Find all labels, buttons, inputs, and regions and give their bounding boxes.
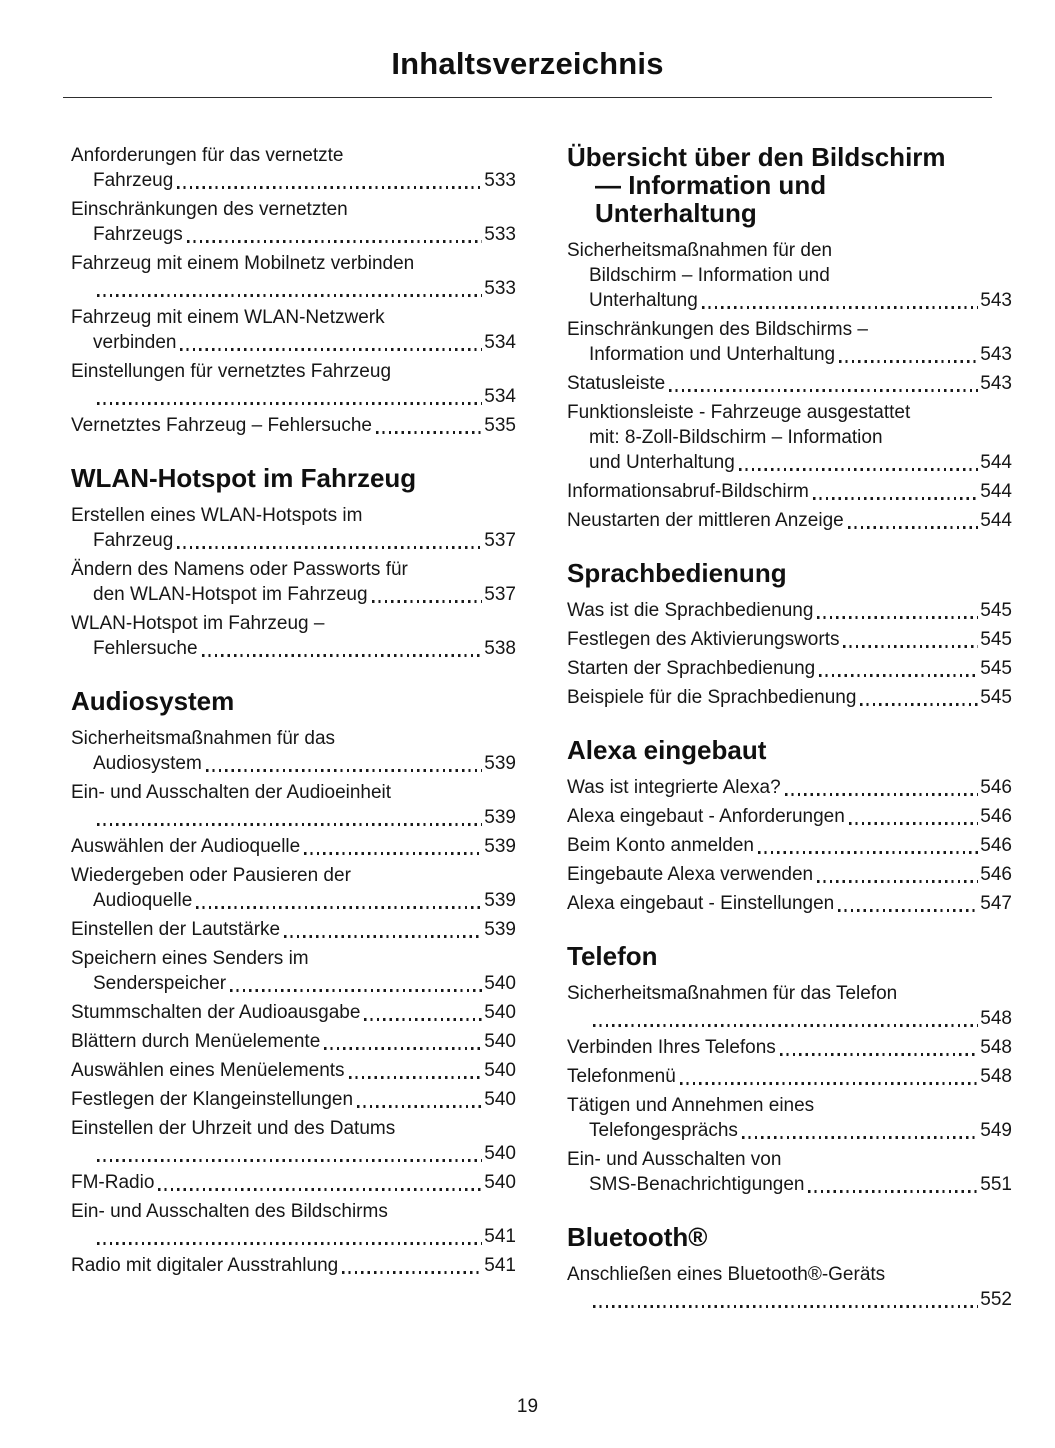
- dotted-leader: [849, 822, 978, 825]
- dotted-leader: [97, 1159, 482, 1162]
- toc-entry-last-line: [567, 1035, 1012, 1060]
- dotted-leader: [284, 935, 482, 938]
- toc-entry-last-line: [567, 656, 1012, 681]
- toc-entry-text: Unterhaltung: [589, 290, 698, 311]
- toc-entry: [567, 656, 1012, 681]
- toc-entry-text: Alexa eingebaut - Einstellungen: [567, 893, 835, 914]
- toc-page-number: 533: [484, 278, 516, 299]
- toc-section-heading-line: Telefon: [567, 941, 658, 971]
- toc-page-number: 551: [980, 1174, 1012, 1195]
- dotted-leader: [372, 600, 483, 603]
- dotted-leader: [813, 497, 978, 500]
- toc-entry: [71, 251, 516, 301]
- toc-page-number: 546: [980, 835, 1012, 856]
- toc-section-heading-line: — Information und: [595, 170, 827, 200]
- dotted-leader: [349, 1076, 483, 1079]
- toc-entry-last-line: [71, 384, 516, 409]
- toc-entry-text: Festlegen des Aktivierungsworts: [567, 629, 840, 650]
- toc-entry-text: den WLAN-Hotspot im Fahrzeug: [93, 584, 368, 605]
- toc-page-number: 539: [484, 919, 516, 940]
- toc-entry-text-line: Einschränkungen des Bildschirms –: [567, 319, 868, 340]
- toc-entry-text: Auswählen der Audioquelle: [71, 836, 301, 857]
- toc-entry: [71, 1058, 516, 1083]
- toc-entry: [567, 1093, 1012, 1143]
- dotted-leader: [196, 906, 482, 909]
- toc-entry-text: Verbinden Ihres Telefons: [567, 1037, 776, 1058]
- dotted-leader: [177, 186, 482, 189]
- toc-entry-text: Stummschalten der Audioausgabe: [71, 1002, 361, 1023]
- toc-right-column: [567, 143, 1012, 1316]
- toc-entry: [567, 598, 1012, 623]
- dotted-leader: [593, 1024, 978, 1027]
- toc-page-number: 537: [484, 584, 516, 605]
- toc-entry-text: Auswählen eines Menüelements: [71, 1060, 345, 1081]
- toc-section-heading: [567, 143, 1012, 227]
- toc-entry: [567, 685, 1012, 710]
- toc-entry-last-line: [71, 751, 516, 776]
- toc-entry-text-line: WLAN-Hotspot im Fahrzeug –: [71, 613, 325, 634]
- toc-entry-last-line: [567, 685, 1012, 710]
- toc-entry-last-line: [71, 1141, 516, 1166]
- toc-page-number: 545: [980, 687, 1012, 708]
- toc-entry-last-line: [567, 627, 1012, 652]
- dotted-leader: [158, 1188, 482, 1191]
- dotted-leader: [97, 402, 482, 405]
- toc-entry: [71, 917, 516, 942]
- toc-entry: [71, 1253, 516, 1278]
- toc-page-number: 534: [484, 332, 516, 353]
- dotted-leader: [702, 306, 979, 309]
- toc-entry: [71, 863, 516, 913]
- toc-entry-text-line: Sicherheitsmaßnahmen für das Telefon: [567, 983, 898, 1004]
- toc-entry-text-line: Tätigen und Annehmen eines: [567, 1095, 815, 1116]
- toc-entry: [567, 400, 1012, 475]
- toc-columns: [0, 98, 1055, 1316]
- toc-entry: [567, 981, 1012, 1031]
- toc-entry-text-line: Ein- und Ausschalten der Audioeinheit: [71, 782, 392, 803]
- toc-page-number: 539: [484, 890, 516, 911]
- dotted-leader: [808, 1190, 978, 1193]
- toc-entry: [71, 1170, 516, 1195]
- dotted-leader: [848, 526, 979, 529]
- dotted-leader: [304, 852, 482, 855]
- toc-page-number: 540: [484, 1143, 516, 1164]
- toc-entry-text: Alexa eingebaut - Anforderungen: [567, 806, 845, 827]
- toc-entry: [71, 946, 516, 996]
- page-footer: [0, 1396, 1055, 1418]
- toc-entry: [71, 726, 516, 776]
- toc-entry-text: Fahrzeug: [93, 530, 174, 551]
- toc-entry: [71, 143, 516, 193]
- toc-entry: [567, 479, 1012, 504]
- toc-entry-last-line: [567, 891, 1012, 916]
- toc-page-number: 540: [484, 1002, 516, 1023]
- toc-entry-text-line: Erstellen eines WLAN-Hotspots im: [71, 505, 363, 526]
- toc-page-number: 543: [980, 344, 1012, 365]
- toc-page-number: 533: [484, 170, 516, 191]
- toc-entry-last-line: [567, 833, 1012, 858]
- toc-entry: [71, 197, 516, 247]
- toc-page-number: 540: [484, 1060, 516, 1081]
- toc-entry-text: Radio mit digitaler Ausstrahlung: [71, 1255, 339, 1276]
- toc-entry-text: Fehlersuche: [93, 638, 198, 659]
- toc-entry-text-line: Ein- und Ausschalten von: [567, 1149, 782, 1170]
- dotted-leader: [758, 851, 978, 854]
- toc-page-number: 545: [980, 658, 1012, 679]
- toc-section-heading: [567, 736, 1012, 764]
- dotted-leader: [860, 703, 978, 706]
- dotted-leader: [839, 360, 978, 363]
- dotted-leader: [817, 880, 978, 883]
- toc-entry-text: Senderspeicher: [93, 973, 227, 994]
- toc-entry: [71, 413, 516, 438]
- toc-entry-text: Statusleiste: [567, 373, 666, 394]
- toc-entry-text: SMS-Benachrichtigungen: [589, 1174, 805, 1195]
- toc-page-number: 540: [484, 1172, 516, 1193]
- toc-section-heading: [567, 1223, 1012, 1251]
- toc-entry-text-line: Bildschirm – Information und: [589, 265, 830, 286]
- toc-entry: [567, 891, 1012, 916]
- toc-page-number: 547: [980, 893, 1012, 914]
- toc-page-number: 544: [980, 510, 1012, 531]
- dotted-leader: [739, 468, 979, 471]
- toc-entry-last-line: [567, 342, 1012, 367]
- toc-entry-text: Telefongesprächs: [589, 1120, 738, 1141]
- toc-entry-text-line: Speichern eines Senders im: [71, 948, 309, 969]
- toc-entry-text-line: Ändern des Namens oder Passworts für: [71, 559, 408, 580]
- toc-section-heading-line: Audiosystem: [71, 686, 235, 716]
- toc-entry-last-line: [71, 888, 516, 913]
- toc-entry-text: FM-Radio: [71, 1172, 155, 1193]
- toc-entry-text: Einstellen der Lautstärke: [71, 919, 281, 940]
- toc-entry: [567, 1035, 1012, 1060]
- dotted-leader: [593, 1305, 978, 1308]
- toc-section-heading-line: Übersicht über den Bildschirm: [567, 142, 946, 172]
- dotted-leader: [669, 389, 978, 392]
- toc-page-number: 541: [484, 1226, 516, 1247]
- toc-page-number: 544: [980, 481, 1012, 502]
- toc-page-number: 544: [980, 452, 1012, 473]
- dotted-leader: [324, 1047, 482, 1050]
- toc-page-number: 543: [980, 290, 1012, 311]
- toc-entry: [567, 508, 1012, 533]
- dotted-leader: [230, 989, 482, 992]
- toc-entry-last-line: [71, 917, 516, 942]
- toc-entry: [567, 238, 1012, 313]
- toc-entry: [71, 1087, 516, 1112]
- toc-entry-last-line: [71, 1029, 516, 1054]
- toc-entry: [71, 503, 516, 553]
- dotted-leader: [376, 431, 482, 434]
- toc-entry-text: Fahrzeug: [93, 170, 174, 191]
- toc-entry-last-line: [567, 288, 1012, 313]
- toc-entry-text-line: Anschließen eines Bluetooth®-Geräts: [567, 1264, 886, 1285]
- dotted-leader: [742, 1136, 978, 1139]
- toc-entry-last-line: [567, 450, 1012, 475]
- toc-entry-text-line: Einstellungen für vernetztes Fahrzeug: [71, 361, 392, 382]
- toc-entry-text-line: Anforderungen für das vernetzte: [71, 145, 344, 166]
- toc-entry-text-line: Fahrzeug mit einem Mobilnetz verbinden: [71, 253, 415, 274]
- toc-entry-text: Audioquelle: [93, 890, 193, 911]
- toc-entry-text: Neustarten der mittleren Anzeige: [567, 510, 844, 531]
- toc-entry: [567, 833, 1012, 858]
- toc-page-number: 546: [980, 777, 1012, 798]
- toc-entry-text-line: Einstellen der Uhrzeit und des Datums: [71, 1118, 396, 1139]
- page-header: [0, 0, 1055, 98]
- toc-entry: [567, 1262, 1012, 1312]
- toc-entry-last-line: [567, 862, 1012, 887]
- toc-entry-text: Eingebaute Alexa verwenden: [567, 864, 814, 885]
- toc-page-number: 545: [980, 600, 1012, 621]
- dotted-leader: [817, 616, 978, 619]
- dotted-leader: [97, 294, 482, 297]
- dotted-leader: [785, 793, 979, 796]
- toc-entry: [567, 371, 1012, 396]
- toc-entry-text-line: Wiedergeben oder Pausieren der: [71, 865, 351, 886]
- toc-entry-last-line: [567, 508, 1012, 533]
- dotted-leader: [364, 1018, 482, 1021]
- toc-page-number: 540: [484, 1031, 516, 1052]
- toc-entry-text: Fahrzeugs: [93, 224, 183, 245]
- toc-entry: [567, 1064, 1012, 1089]
- toc-page-number: 548: [980, 1037, 1012, 1058]
- toc-page-number: 548: [980, 1008, 1012, 1029]
- toc-entry: [71, 1116, 516, 1166]
- toc-entry-last-line: [71, 1253, 516, 1278]
- dotted-leader: [342, 1271, 482, 1274]
- dotted-leader: [838, 909, 978, 912]
- toc-entry: [71, 1029, 516, 1054]
- toc-entry-text: Blättern durch Menüelemente: [71, 1031, 321, 1052]
- toc-entry-text: Information und Unterhaltung: [589, 344, 836, 365]
- page-number: 19: [516, 1396, 539, 1417]
- toc-section-heading: [71, 464, 516, 492]
- toc-entry-text-line: Fahrzeug mit einem WLAN-Netzwerk: [71, 307, 385, 328]
- toc-entry: [567, 1147, 1012, 1197]
- toc-entry: [71, 557, 516, 607]
- toc-entry-last-line: [567, 371, 1012, 396]
- toc-entry-text: Informationsabruf-Bildschirm: [567, 481, 809, 502]
- toc-entry-last-line: [71, 834, 516, 859]
- toc-page-number: 534: [484, 386, 516, 407]
- toc-section-heading-line: Bluetooth®: [567, 1222, 708, 1252]
- toc-entry-text: Telefonmenü: [567, 1066, 676, 1087]
- toc-entry-text: Starten der Sprachbedienung: [567, 658, 816, 679]
- toc-entry-last-line: [71, 222, 516, 247]
- toc-entry-last-line: [567, 1172, 1012, 1197]
- toc-entry: [71, 305, 516, 355]
- toc-page-number: 539: [484, 836, 516, 857]
- toc-section-heading: [71, 687, 516, 715]
- toc-entry-text: verbinden: [93, 332, 177, 353]
- toc-entry: [71, 834, 516, 859]
- toc-entry-text-line: Sicherheitsmaßnahmen für das: [71, 728, 336, 749]
- toc-section-heading-line: Sprachbedienung: [567, 558, 787, 588]
- dotted-leader: [680, 1082, 979, 1085]
- toc-entry-text: Was ist integrierte Alexa?: [567, 777, 781, 798]
- toc-entry-last-line: [71, 1058, 516, 1083]
- toc-page-number: 541: [484, 1255, 516, 1276]
- toc-page-number: 535: [484, 415, 516, 436]
- toc-page-number: 537: [484, 530, 516, 551]
- toc-entry-last-line: [567, 804, 1012, 829]
- toc-entry: [567, 862, 1012, 887]
- dotted-leader: [97, 823, 482, 826]
- toc-entry-last-line: [71, 805, 516, 830]
- toc-entry-text-line: Einschränkungen des vernetzten: [71, 199, 348, 220]
- toc-entry-last-line: [71, 971, 516, 996]
- dotted-leader: [187, 240, 483, 243]
- toc-page-number: 543: [980, 373, 1012, 394]
- toc-entry-text: Vernetztes Fahrzeug – Fehlersuche: [71, 415, 373, 436]
- toc-page-number: 540: [484, 1089, 516, 1110]
- toc-entry-last-line: [71, 168, 516, 193]
- toc-section-heading: [567, 559, 1012, 587]
- toc-entry-last-line: [71, 1170, 516, 1195]
- dotted-leader: [97, 1242, 482, 1245]
- toc-page-number: 548: [980, 1066, 1012, 1087]
- toc-left-column: [71, 143, 516, 1316]
- toc-page-number: 539: [484, 807, 516, 828]
- toc-entry-last-line: [71, 330, 516, 355]
- dotted-leader: [819, 674, 978, 677]
- dotted-leader: [843, 645, 978, 648]
- toc-entry-text: Audiosystem: [93, 753, 202, 774]
- toc-entry-last-line: [71, 1087, 516, 1112]
- toc-entry-text-line: Funktionsleiste - Fahrzeuge ausgestattet: [567, 402, 911, 423]
- toc-entry-last-line: [71, 528, 516, 553]
- toc-entry-last-line: [71, 582, 516, 607]
- toc-entry: [71, 359, 516, 409]
- toc-entry-last-line: [567, 1287, 1012, 1312]
- toc-entry: [71, 611, 516, 661]
- toc-section-heading-line: Unterhaltung: [595, 198, 757, 228]
- toc-page-number: 549: [980, 1120, 1012, 1141]
- toc-entry-last-line: [71, 276, 516, 301]
- toc-section-heading: [567, 942, 1012, 970]
- toc-section-heading-line: Alexa eingebaut: [567, 735, 767, 765]
- page-title: Inhaltsverzeichnis: [391, 46, 664, 81]
- toc-entry-text: Festlegen der Klangeinstellungen: [71, 1089, 354, 1110]
- toc-entry-last-line: [71, 1224, 516, 1249]
- toc-entry-last-line: [567, 598, 1012, 623]
- toc-entry-text-line: mit: 8-Zoll-Bildschirm – Information: [589, 427, 883, 448]
- dotted-leader: [177, 546, 482, 549]
- toc-section-heading-line: WLAN-Hotspot im Fahrzeug: [71, 463, 417, 493]
- dotted-leader: [780, 1053, 979, 1056]
- toc-page-number: 533: [484, 224, 516, 245]
- toc-page-number: 552: [980, 1289, 1012, 1310]
- toc-page-number: 546: [980, 864, 1012, 885]
- toc-entry: [567, 775, 1012, 800]
- dotted-leader: [206, 769, 483, 772]
- toc-entry-last-line: [567, 1006, 1012, 1031]
- toc-entry-text: Beim Konto anmelden: [567, 835, 754, 856]
- toc-entry: [71, 780, 516, 830]
- toc-entry-text: und Unterhaltung: [589, 452, 735, 473]
- toc-entry-text: Was ist die Sprachbedienung: [567, 600, 814, 621]
- toc-entry-last-line: [71, 1000, 516, 1025]
- toc-entry-last-line: [567, 1118, 1012, 1143]
- toc-entry-text: Beispiele für die Sprachbedienung: [567, 687, 857, 708]
- toc-page-number: 546: [980, 806, 1012, 827]
- toc-entry: [567, 627, 1012, 652]
- toc-page-number: 540: [484, 973, 516, 994]
- toc-entry-last-line: [567, 775, 1012, 800]
- toc-entry-last-line: [71, 636, 516, 661]
- toc-entry: [71, 1000, 516, 1025]
- toc-page-number: 539: [484, 753, 516, 774]
- dotted-leader: [180, 348, 482, 351]
- toc-page-number: 538: [484, 638, 516, 659]
- toc-entry: [567, 804, 1012, 829]
- toc-entry-text-line: Ein- und Ausschalten des Bildschirms: [71, 1201, 388, 1222]
- toc-entry: [71, 1199, 516, 1249]
- toc-entry-last-line: [567, 1064, 1012, 1089]
- toc-entry-last-line: [71, 413, 516, 438]
- dotted-leader: [357, 1105, 482, 1108]
- toc-entry-last-line: [567, 479, 1012, 504]
- toc-page-number: 545: [980, 629, 1012, 650]
- toc-entry: [567, 317, 1012, 367]
- toc-entry-text-line: Sicherheitsmaßnahmen für den: [567, 240, 833, 261]
- dotted-leader: [202, 654, 483, 657]
